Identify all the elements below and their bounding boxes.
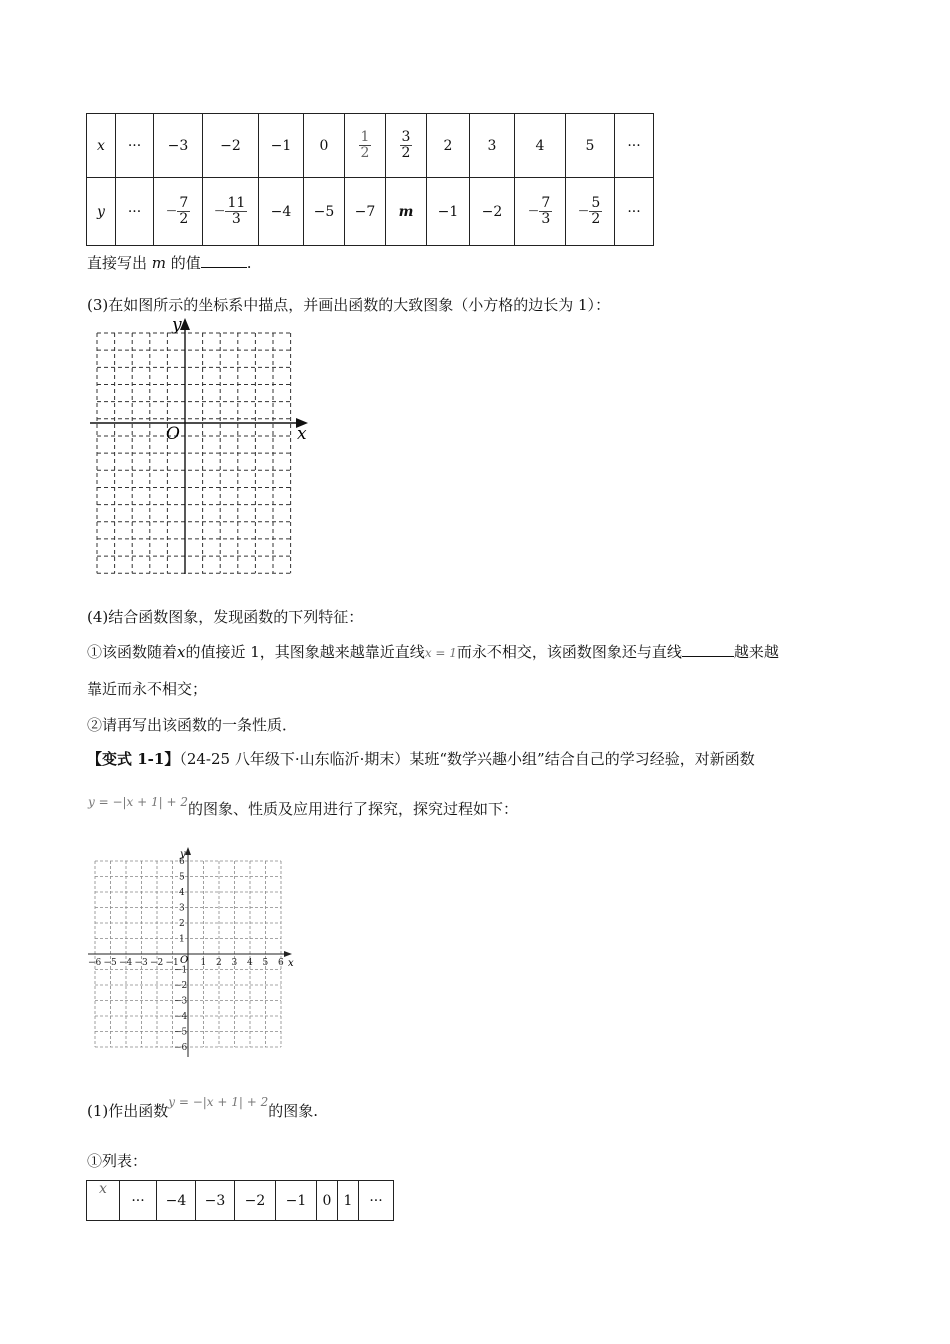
variant-intro-2: $^{y = -|x + 1| + 2}$的图象、性质及应用进行了探究，探究过程如下： (88, 795, 519, 818)
y-axis-arrow (185, 847, 191, 855)
x-tick-label: −2 (150, 958, 164, 968)
x-tick-label: −1 (165, 958, 179, 968)
variant-intro: 【变式 1-1】（24-25 八年级下·山东临沂·期末）某班“数学兴趣小组”结合自己的学习经验，对新函数 (87, 750, 755, 768)
y-tick-label: −2 (174, 981, 188, 991)
question-1: (1)作出函数$^{y = -|x + 1| + 2}$的图象. (87, 1095, 319, 1120)
variant-tag: 【变式 1-1】 (87, 750, 180, 768)
y-tick-label: 6 (179, 857, 185, 867)
row_x-cell: 3 (470, 114, 515, 178)
row_y-cell: − $\frac{5}{2}$ (566, 178, 615, 246)
y-axis-label: y (172, 315, 182, 335)
row_y-cell: −2 (470, 178, 515, 246)
row_x-cell: 5 (566, 114, 615, 178)
x-tick-label: 6 (278, 958, 284, 968)
row_x-cell: −1 (259, 114, 304, 178)
row_y-cell: m (386, 178, 427, 246)
question-4-1-cont: 靠近而永不相交； (87, 680, 208, 698)
y-tick-label: −5 (174, 1027, 188, 1038)
origin-label: O (166, 424, 180, 444)
row_y-cell: − $\frac{7}{3}$ (515, 178, 566, 246)
question-4: (4)结合函数图象，发现函数的下列特征： (87, 608, 364, 626)
table2-cell: −4 (157, 1181, 196, 1221)
y-tick-label: 2 (179, 919, 185, 929)
x-tick-label: 5 (262, 958, 269, 968)
y-tick-label: −1 (174, 965, 188, 976)
question-m: 直接写出 m 的值 . (87, 254, 252, 272)
row_x-cell: −3 (154, 114, 203, 178)
row_y-cell: − $\frac{7}{2}$ (154, 178, 203, 246)
row_x-cell: 4 (515, 114, 566, 178)
y-tick-label: 5 (179, 872, 185, 883)
y-tick-label: 1 (179, 934, 185, 945)
y-tick-label: −6 (174, 1043, 188, 1053)
coordinate-grid-2 (84, 845, 304, 1060)
question-4-1: ①该函数随着x的值接近 1，其图象越来越靠近直线x = 1而永不相交，该函数图象还与直线 越来越 (87, 643, 779, 661)
list-label: ①列表： (87, 1152, 148, 1170)
y-tick-label: 4 (179, 888, 185, 898)
row_y-cell: −1 (427, 178, 470, 246)
table2-cell: −1 (276, 1181, 317, 1221)
row_x-cell: x (87, 114, 116, 178)
row_y-cell: y (87, 178, 116, 246)
x-axis-label: x (288, 958, 294, 969)
question-3: (3)在如图所示的坐标系中描点，并画出函数的大致图象（小方格的边长为 1）： (87, 296, 611, 314)
row_y-cell: −7 (345, 178, 386, 246)
y-tick-label: −3 (174, 996, 188, 1007)
x-axis-arrow (284, 951, 292, 957)
row_x-cell: ··· (116, 114, 154, 178)
y-tick-label: 3 (179, 903, 185, 914)
x-tick-label: 4 (247, 958, 253, 968)
row_y-cell: ··· (116, 178, 154, 246)
table2-cell: 0 (317, 1181, 338, 1221)
y-tick-label: −4 (174, 1012, 188, 1022)
row_x-cell: $\frac{1}{2}$ (345, 114, 386, 178)
table2-cell: x (87, 1181, 120, 1221)
row_x-cell: $\frac{3}{2}$ (386, 114, 427, 178)
question-4-2: ②请再写出该函数的一条性质． (87, 716, 298, 734)
row_y-cell: − $\frac{11}{3}$ (203, 178, 259, 246)
x-axis-label: x (297, 424, 307, 444)
x-tick-label: 3 (231, 958, 238, 968)
row_x-cell: ··· (615, 114, 654, 178)
row_y-cell: −5 (304, 178, 345, 246)
x-tick-label: −6 (88, 958, 102, 968)
row_x-cell: 0 (304, 114, 345, 178)
table2-cell: ··· (359, 1181, 394, 1221)
table2-cell: −3 (196, 1181, 235, 1221)
x-tick-label: −3 (134, 958, 148, 968)
y-axis-label: y (180, 849, 186, 860)
row_x-cell: −2 (203, 114, 259, 178)
table2-cell: ··· (120, 1181, 157, 1221)
x-tick-label: 2 (216, 958, 222, 968)
x-tick-label: 1 (200, 958, 207, 968)
value-table-1 (86, 113, 654, 246)
coordinate-grid-1 (86, 312, 316, 578)
x-tick-label: −4 (119, 958, 133, 968)
table2-cell: −2 (235, 1181, 276, 1221)
value-table-2 (86, 1180, 394, 1221)
origin-label: O (180, 955, 189, 966)
row_x-cell: 2 (427, 114, 470, 178)
x-tick-label: −5 (103, 958, 117, 968)
table2-cell: 1 (338, 1181, 359, 1221)
row_y-cell: ··· (615, 178, 654, 246)
row_y-cell: −4 (259, 178, 304, 246)
